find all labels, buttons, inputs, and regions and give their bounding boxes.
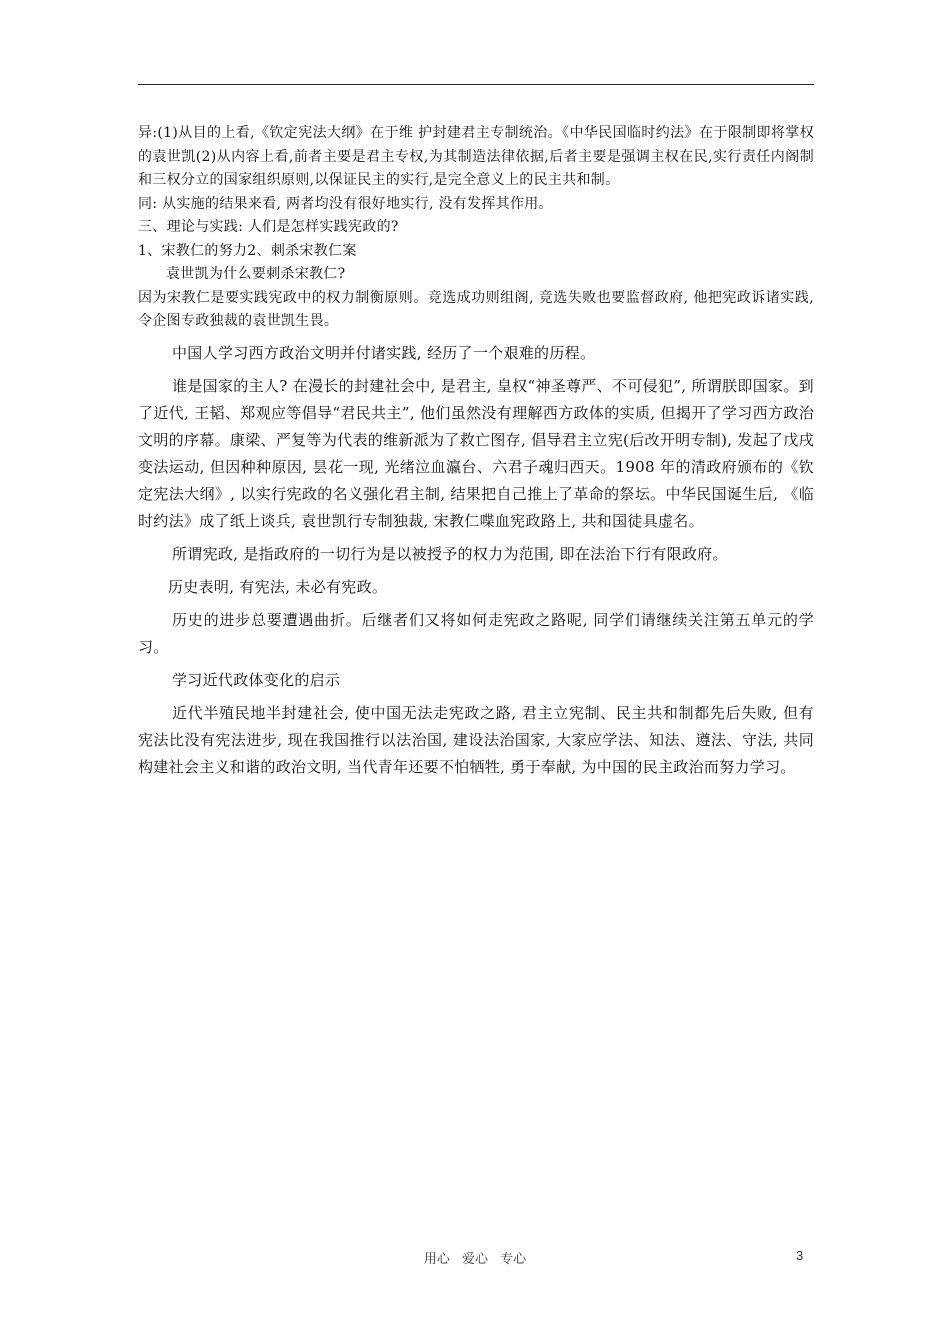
- document-body: [138, 122, 814, 781]
- footer-slogan: 用心: [423, 1252, 450, 1267]
- page-number: 3: [796, 1248, 804, 1263]
- section-heading: 三、理论与实践: 人们是怎样实践宪政的?: [138, 219, 399, 235]
- similarity-paragraph: 同: 从实施的结果来看, 两者均没有很好地实行, 没有发挥其作用。: [138, 195, 553, 212]
- subheading: 学习近代政体变化的启示: [172, 670, 341, 689]
- question-line: 袁世凯为什么要刺杀宋教仁?: [166, 266, 346, 282]
- header-rule: [138, 84, 814, 85]
- page-footer: [0, 1248, 950, 1267]
- footer-slogan: 专心: [500, 1252, 527, 1267]
- footer-slogan: 爱心: [461, 1252, 488, 1267]
- body-paragraph: 所谓宪政, 是指政府的一切行为是以被授予的权力为范围, 即在法治下行有限政府。: [172, 544, 728, 563]
- body-paragraph: 谁是国家的主人? 在漫长的封建社会中, 是君主, 皇权“神圣尊严、不可侵犯”, 所谓朕即国家。到了近代, 王韬、郑观应等倡导“君民共主”, 他们虽然没有理解西方政体的实质, 但揭开了学习西方政治文明的序幕。康梁、严复等为代表的维新派为了救亡图存, 倡导君主立宪(后改开明专制), 发起了戊戌变法运动, 但因种种原因, 昙花一现, 光绪泣血瀛台、六君子魂归西天。1908 年的清政府颁布的《钦定宪法大纲》, 以实行宪政的名义强化君主制, 结果把自己推上了革命的祭坛。中华民国诞生后, 《临时约法》成了纸上谈兵, 袁世凯行专制独裁, 宋教仁喋血宪政路上, 共和国徒具虚名。: [138, 376, 814, 530]
- answer-paragraph: 因为宋教仁是要实践宪政中的权力制衡原则。竞选成功则组阁, 竞选失败也要监督政府, 他把宪政诉诸实践, 令企图专政独裁的袁世凯生畏。: [138, 289, 814, 329]
- body-paragraph: 历史的进步总要遭遇曲折。后继者们又将如何走宪政之路呢, 同学们请继续关注第五单元的学习。: [138, 610, 814, 656]
- list-item: 1、宋教仁的努力2、刺杀宋教仁案: [138, 242, 357, 259]
- body-paragraph: 中国人学习西方政治文明并付诸实践, 经历了一个艰难的历程。: [172, 343, 596, 362]
- body-paragraph: 近代半殖民地半封建社会, 使中国无法走宪政之路, 君主立宪制、民主共和制都先后失败, 但有宪法比没有宪法进步, 现在我国推行以法治国, 建设法治国家, 大家应学法、知法、遵法、守法, 共同构建社会主义和谐的政治文明, 当代青年还要不怕牺牲, 勇于奉献, 为中国的民主政治而努力学习。: [138, 703, 814, 776]
- summary-section: [138, 340, 814, 781]
- comparison-section: [138, 122, 814, 334]
- difference-paragraph: 异:(1)从目的上看,《钦定宪法大纲》在于维 护封建君主专制统治。《中华民国临时约法》在于限制即将掌权的袁世凯(2)从内容上看,前者主要是君主专权,为其制造法律依据,后者主要是强调主权在民,实行责任内阁制和三权分立的国家组织原则,以保证民主的实行,是完全意义上的民主共和制。: [138, 125, 814, 188]
- body-paragraph: 历史表明, 有宪法, 未必有宪政。: [168, 577, 388, 596]
